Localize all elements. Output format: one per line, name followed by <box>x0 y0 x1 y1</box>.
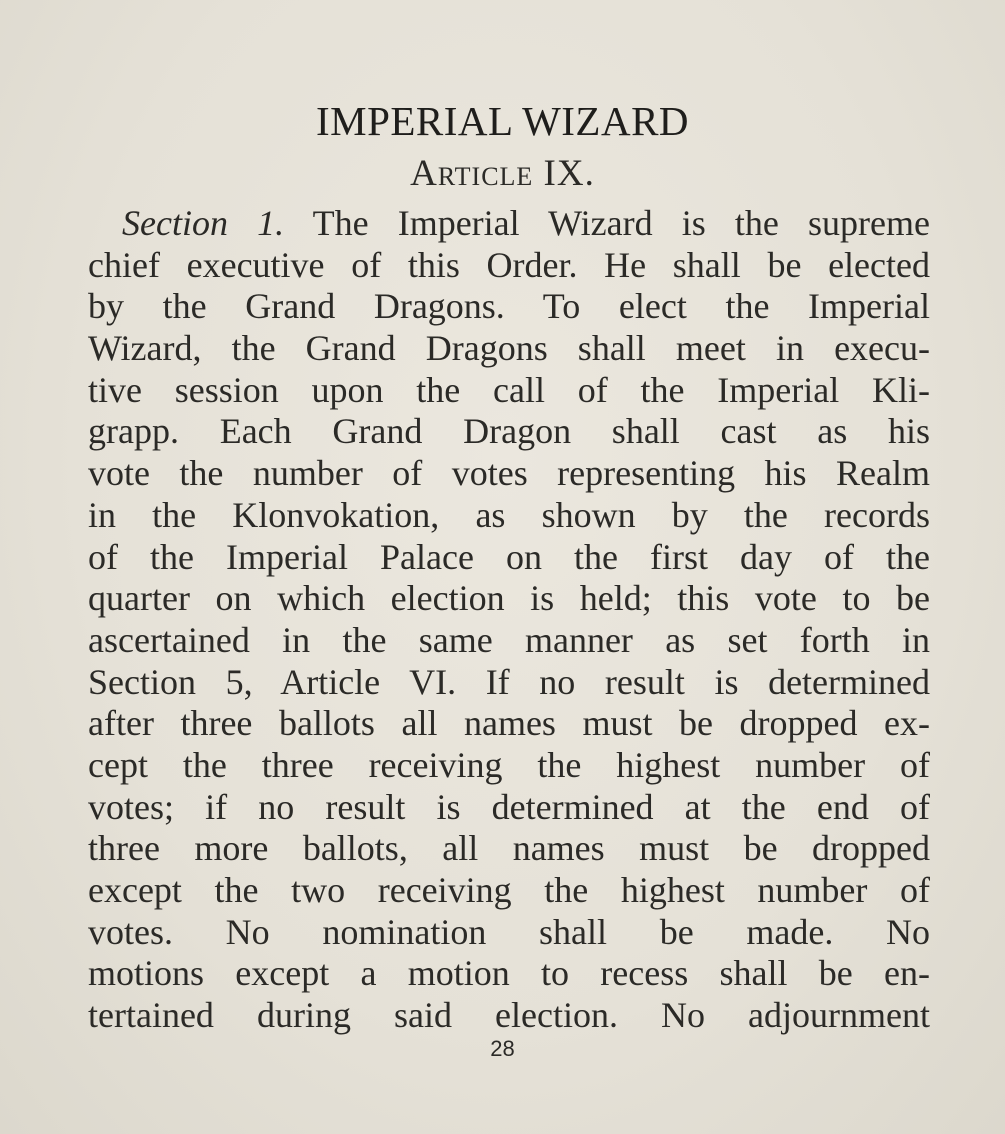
section-label: Section 1. <box>122 203 285 243</box>
body-text <box>88 203 930 1037</box>
text-line: by the Grand Dragons. To elect the Imperial <box>88 286 930 327</box>
text-line: chief executive of this Order. He shall be elected <box>88 244 930 285</box>
text-line: Section 5, Article VI. If no result is determined <box>88 661 930 702</box>
text-line: votes; if no result is determined at the end of <box>88 786 930 827</box>
text-line: except the two receiving the highest number of <box>88 870 930 910</box>
text-line: votes. No nomination shall be made. No <box>88 911 930 952</box>
page-heading: IMPERIAL WIZARD <box>315 98 690 144</box>
text-line: of the Imperial Palace on the first day of the <box>88 536 930 577</box>
text-line: grapp. Each Grand Dragon shall cast as his <box>88 411 930 452</box>
text-line: ascertained in the same manner as set forth in <box>88 619 930 660</box>
page-number: 28 <box>490 1036 515 1061</box>
text-line: vote the number of votes representing his Realm <box>88 453 930 494</box>
text-line <box>88 203 930 245</box>
text-line: Wizard, the Grand Dragons shall meet in execu- <box>88 328 930 369</box>
text-line: quarter on which election is held; this vote to be <box>88 578 930 619</box>
text-line: tive session upon the call of the Imperial Kli- <box>88 369 930 410</box>
text-line: after three ballots all names must be dropped ex- <box>88 703 930 744</box>
text-line-rest: The Imperial Wizard is the supreme <box>312 203 930 243</box>
text-line: in the Klonvokation, as shown by the records <box>88 494 930 535</box>
text-line: cept the three receiving the highest number of <box>88 744 930 785</box>
text-line: motions except a motion to recess shall be en- <box>88 953 930 994</box>
article-title: Article IX. <box>410 153 595 194</box>
text-line: three more ballots, all names must be dropped <box>88 828 930 869</box>
text-line: tertained during said election. No adjournment <box>88 995 930 1036</box>
